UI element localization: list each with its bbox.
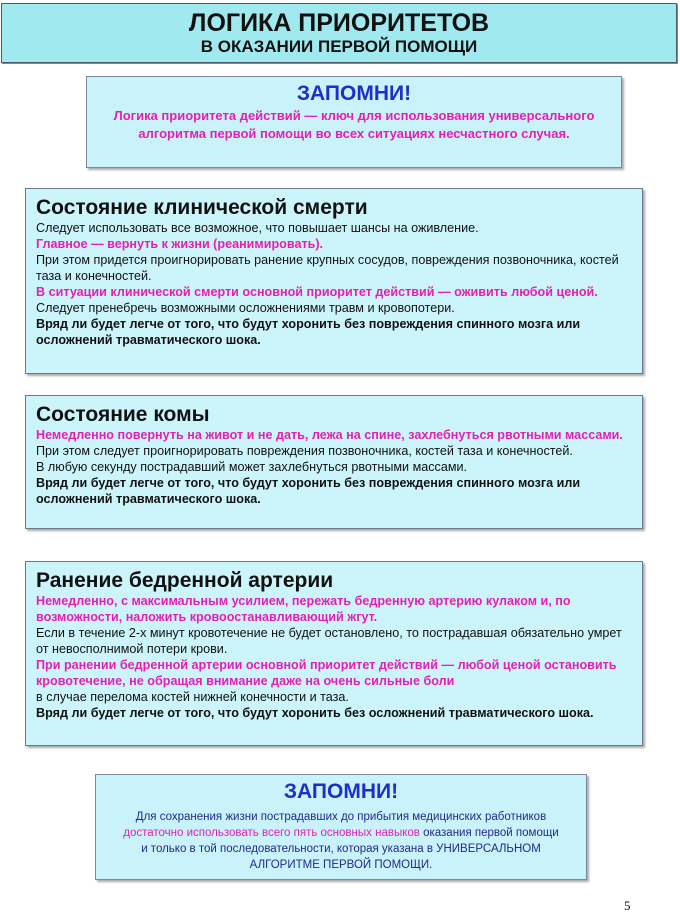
remember-text (96, 809, 586, 873)
remember-text-highlight: достаточно использовать всего пять основных навыков (123, 827, 420, 839)
section-clinical-death (25, 188, 643, 374)
section-coma (25, 395, 643, 529)
page-number: 5 (624, 898, 631, 913)
page-subtitle: В ОКАЗАНИИ ПЕРВОЙ ПОМОЩИ (200, 37, 478, 56)
section-line: в случае перелома костей нижней конечности и таза. (36, 690, 349, 704)
section-line: Немедленно, с максимальным усилием, пережать бедренную артерию кулаком и, по возможности, наложить кровоостанавливающий жгут. (36, 594, 571, 624)
section-line: Вряд ли будет легче от того, что будут хоронить без повреждения спинного мозга или осложнений травматического шока. (36, 476, 581, 506)
section-title: Состояние клинической смерти (36, 196, 368, 219)
section-line: Следует пренебречь возможными осложнениями травм и кровопотери. (36, 301, 455, 315)
remember-text-part: Для сохранения жизни пострадавших до прибытия медицинских работников (135, 811, 547, 823)
remember-note-bottom (95, 774, 587, 880)
page-title: ЛОГИКА ПРИОРИТЕТОВ (188, 9, 490, 37)
section-line: При ранении бедренной артерии основной приоритет действий — любой ценой остановить кровотечение, не обращая внимание даже на очень сильные боли (36, 658, 617, 688)
section-line: Главное — вернуть к жизни (реанимировать). (36, 237, 324, 251)
section-line: Следует использовать все возможное, что повышает шансы на оживление. (36, 221, 479, 235)
section-line: В ситуации клинической смерти основной приоритет действий — оживить любой ценой. (36, 285, 598, 299)
remember-title: ЗАПОМНИ! (283, 780, 399, 803)
section-line: Вряд ли будет легче от того, что будут хоронить без осложнений травматического шока. (36, 706, 594, 720)
section-title: Состояние комы (36, 403, 210, 426)
remember-note-top (86, 76, 622, 168)
section-femoral-artery (25, 561, 643, 746)
section-line: При этом придется проигнорировать ранение крупных сосудов, повреждения позвоночника, костей таза и конечностей. (36, 253, 619, 283)
section-line: Немедленно повернуть на живот и не дать, лежа на спине, захлебнуться рвотными массами. (36, 428, 623, 442)
section-line: При этом следует проигнорировать повреждения позвоночника, костей таза и конечностей. (36, 444, 573, 458)
remember-title: ЗАПОМНИ! (296, 82, 412, 105)
page-header (1, 3, 677, 63)
section-title: Ранение бедренной артерии (36, 569, 334, 592)
section-line: Вряд ли будет легче от того, что будут хоронить без повреждения спинного мозга или осложнений травматического шока. (36, 317, 581, 347)
section-line: Если в течение 2-х минут кровотечение не будет остановлено, то пострадавшая обязательно умрет от невосполнимой потери крови. (36, 626, 622, 656)
remember-text-part: оказания первой помощи и только в той последовательности, которая указана в УНИВЕРСАЛЬНОМ АЛГОРИТМЕ ПЕРВОЙ ПОМОЩИ. (141, 827, 559, 871)
remember-text: Логика приоритета действий — ключ для использования универсального алгоритма первой помощи во всех ситуациях несчастного случая. (113, 108, 595, 141)
section-line: В любую секунду пострадавший может захлебнуться рвотными массами. (36, 460, 468, 474)
